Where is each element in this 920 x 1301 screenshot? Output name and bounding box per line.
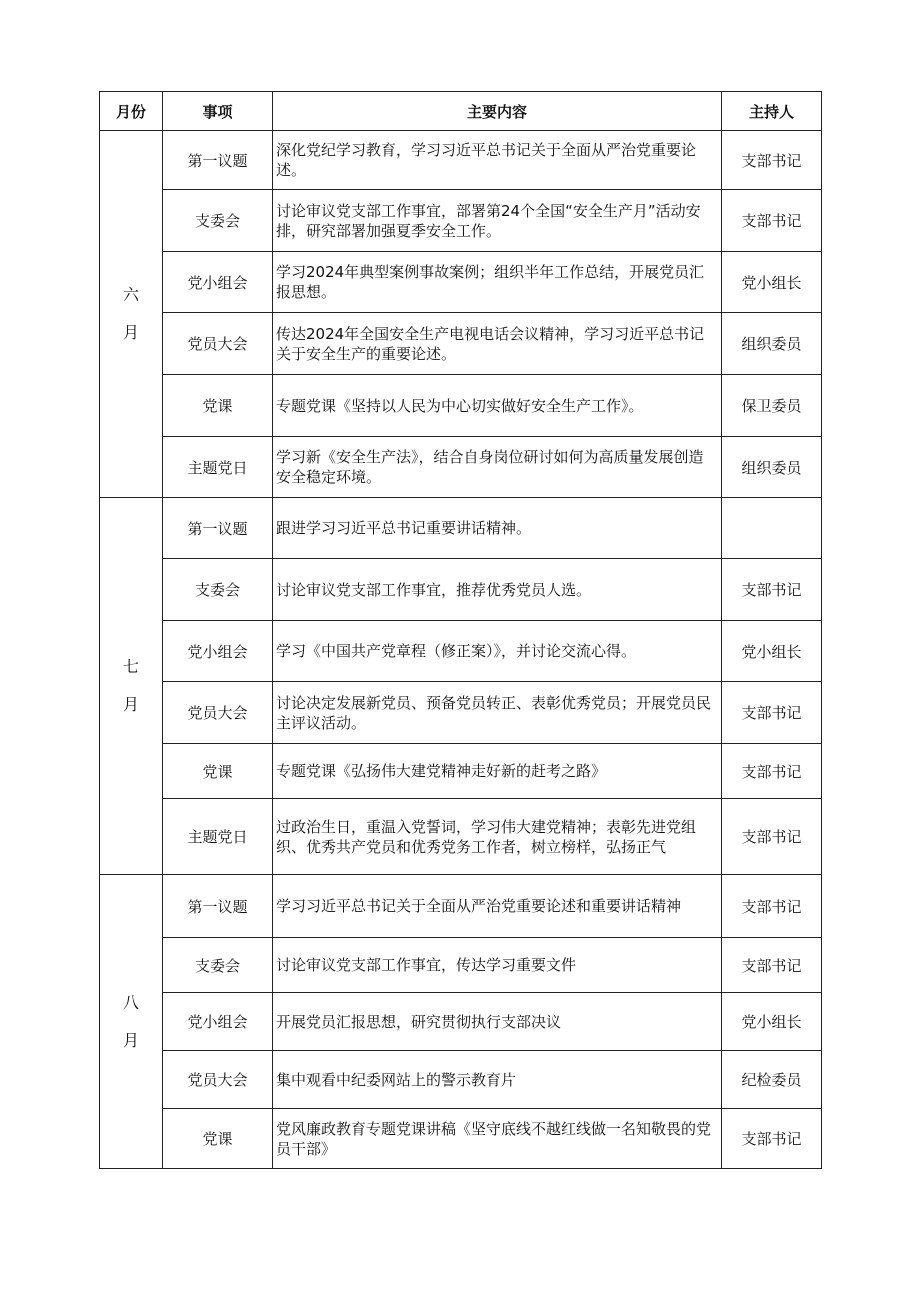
table-row bbox=[100, 682, 822, 744]
host-cell: 纪检委员 bbox=[722, 1051, 822, 1109]
table-row bbox=[100, 993, 822, 1051]
month-cell-july bbox=[100, 498, 163, 875]
host-cell: 支部书记 bbox=[722, 744, 822, 799]
table-row bbox=[100, 799, 822, 875]
item-cell: 党小组会 bbox=[163, 252, 273, 313]
table-row bbox=[100, 1051, 822, 1109]
month-char: 月 bbox=[122, 323, 139, 342]
item-cell: 党课 bbox=[163, 375, 273, 437]
content-cell: 专题党课《弘扬伟大建党精神走好新的赶考之路》 bbox=[273, 744, 722, 799]
table-row bbox=[100, 437, 822, 498]
table-row bbox=[100, 190, 822, 252]
item-cell: 支委会 bbox=[163, 938, 273, 993]
item-cell: 党员大会 bbox=[163, 313, 273, 375]
content-cell: 讨论决定发展新党员、预备党员转正、表彰优秀党员；开展党员民主评议活动。 bbox=[273, 682, 722, 744]
header-month: 月份 bbox=[100, 92, 163, 131]
content-cell: 讨论审议党支部工作事宜，部署第24个全国“安全生产月”活动安排，研究部署加强夏季安全工作。 bbox=[273, 190, 722, 252]
host-cell: 党小组长 bbox=[722, 252, 822, 313]
host-cell: 组织委员 bbox=[722, 313, 822, 375]
table-row bbox=[100, 252, 822, 313]
table-row bbox=[100, 498, 822, 559]
content-cell: 传达2024年全国安全生产电视电话会议精神，学习习近平总书记关于安全生产的重要论述。 bbox=[273, 313, 722, 375]
item-cell: 第一议题 bbox=[163, 131, 273, 190]
item-cell: 第一议题 bbox=[163, 875, 273, 938]
host-cell: 支部书记 bbox=[722, 799, 822, 875]
host-cell: 支部书记 bbox=[722, 190, 822, 252]
table-row bbox=[100, 938, 822, 993]
host-cell: 支部书记 bbox=[722, 938, 822, 993]
content-cell: 党风廉政教育专题党课讲稿《坚守底线不越红线做一名知敬畏的党员干部》 bbox=[273, 1109, 722, 1169]
host-cell: 党小组长 bbox=[722, 993, 822, 1051]
host-cell: 支部书记 bbox=[722, 682, 822, 744]
item-cell: 主题党日 bbox=[163, 799, 273, 875]
table-row bbox=[100, 313, 822, 375]
month-char: 月 bbox=[122, 1030, 139, 1050]
item-cell: 党小组会 bbox=[163, 993, 273, 1051]
host-cell: 组织委员 bbox=[722, 437, 822, 498]
header-row bbox=[100, 92, 822, 131]
table-row bbox=[100, 559, 822, 621]
header-content: 主要内容 bbox=[273, 92, 722, 131]
content-cell: 讨论审议党支部工作事宜，传达学习重要文件 bbox=[273, 938, 722, 993]
table-row bbox=[100, 621, 822, 682]
item-cell: 支委会 bbox=[163, 559, 273, 621]
table-row bbox=[100, 1109, 822, 1169]
host-cell: 支部书记 bbox=[722, 875, 822, 938]
item-cell: 党课 bbox=[163, 1109, 273, 1169]
content-cell: 学习习近平总书记关于全面从严治党重要论述和重要讲话精神 bbox=[273, 875, 722, 938]
item-cell: 主题党日 bbox=[163, 437, 273, 498]
content-cell: 学习《中国共产党章程（修正案）》，并讨论交流心得。 bbox=[273, 621, 722, 682]
item-cell: 党员大会 bbox=[163, 1051, 273, 1109]
content-cell: 跟进学习习近平总书记重要讲话精神。 bbox=[273, 498, 722, 559]
host-cell: 保卫委员 bbox=[722, 375, 822, 437]
month-char: 八 bbox=[122, 992, 139, 1012]
table-row bbox=[100, 744, 822, 799]
item-cell: 党小组会 bbox=[163, 621, 273, 682]
content-cell: 开展党员汇报思想，研究贯彻执行支部决议 bbox=[273, 993, 722, 1051]
table-row bbox=[100, 131, 822, 190]
content-cell: 深化党纪学习教育，学习习近平总书记关于全面从严治党重要论述。 bbox=[273, 131, 722, 190]
content-cell: 讨论审议党支部工作事宜，推荐优秀党员人选。 bbox=[273, 559, 722, 621]
month-cell-august bbox=[100, 875, 163, 1169]
content-cell: 过政治生日，重温入党誓词，学习伟大建党精神；表彰先进党组织、优秀共产党员和优秀党务工作者，树立榜样，弘扬正气 bbox=[273, 799, 722, 875]
content-cell: 学习2024年典型案例事故案例；组织半年工作总结，开展党员汇报思想。 bbox=[273, 252, 722, 313]
item-cell: 党员大会 bbox=[163, 682, 273, 744]
item-cell: 党课 bbox=[163, 744, 273, 799]
content-cell: 专题党课《坚持以人民为中心切实做好安全生产工作》。 bbox=[273, 375, 722, 437]
month-char: 六 bbox=[122, 285, 139, 304]
content-cell: 集中观看中纪委网站上的警示教育片 bbox=[273, 1051, 722, 1109]
content-cell: 学习新《安全生产法》，结合自身岗位研讨如何为高质量发展创造安全稳定环境。 bbox=[273, 437, 722, 498]
header-item: 事项 bbox=[163, 92, 273, 131]
host-cell: 支部书记 bbox=[722, 131, 822, 190]
header-host: 主持人 bbox=[722, 92, 822, 131]
month-char: 月 bbox=[122, 695, 139, 714]
month-char: 七 bbox=[122, 657, 139, 676]
host-cell: 支部书记 bbox=[722, 1109, 822, 1169]
host-cell: 支部书记 bbox=[722, 559, 822, 621]
table-row bbox=[100, 375, 822, 437]
item-cell: 第一议题 bbox=[163, 498, 273, 559]
month-cell-june bbox=[100, 131, 163, 498]
host-cell bbox=[722, 498, 822, 559]
item-cell: 支委会 bbox=[163, 190, 273, 252]
table-row bbox=[100, 875, 822, 938]
host-cell: 党小组长 bbox=[722, 621, 822, 682]
party-activity-table bbox=[99, 91, 822, 1169]
